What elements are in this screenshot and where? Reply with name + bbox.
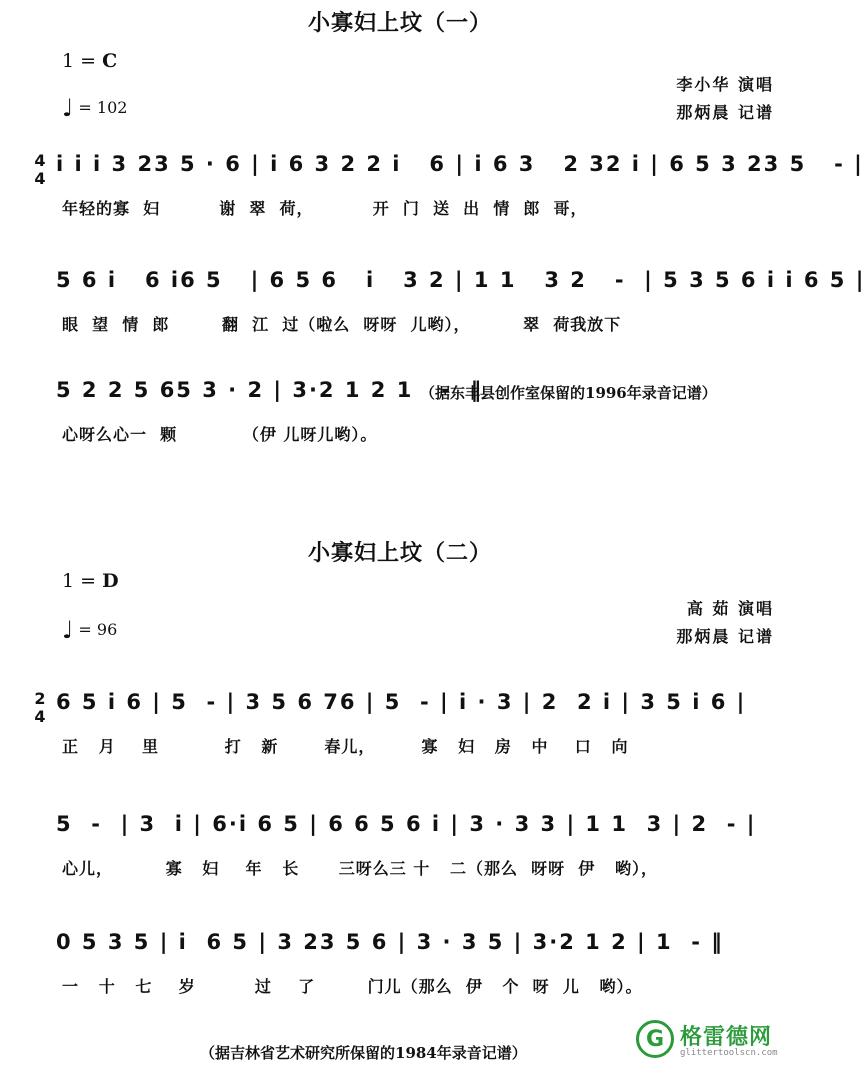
song-2-title: 小寡妇上坟（二） <box>307 540 492 566</box>
key-prefix: 1 = <box>62 50 103 72</box>
song-2-source-note: （据吉林省艺术研究所保留的1984年录音记谱） <box>200 1044 527 1062</box>
key-value: D <box>102 570 119 592</box>
notation-line: 5 - | 3 i | 6·i 6 5 | 6 6 5 6 i | 3 · 3 3 | 1 1 3 | 2 - | <box>56 812 757 836</box>
song-1-key <box>62 50 117 72</box>
song-2-tempo <box>62 616 117 644</box>
song-2-key <box>62 570 119 592</box>
time-top: 4 <box>34 151 46 170</box>
song-2-singer: 高 茹 演唱 <box>686 599 774 618</box>
quarter-note-icon: ♩ <box>62 616 74 644</box>
key-value: C <box>102 50 118 72</box>
lyrics-line: 心儿， 寡 妇 年 长 三呀么三 十 二（那么 呀呀 伊 哟）， <box>62 859 658 878</box>
time-bottom: 4 <box>34 169 46 188</box>
song-1-singer: 李小华 演唱 <box>676 75 774 94</box>
lyrics-line: 正 月 里 打 新 春儿， 寡 妇 房 中 口 向 <box>62 737 629 756</box>
notation-line: 5 6 i 6 i6 5 | 6 5 6 i 3 2 | 1 1 3 2 - | 5 3 5 6 i i 6 5 | <box>56 268 865 292</box>
notation-line: i i i 3 23 5 · 6 | i 6 3 2 2 i 6 | i 6 3 2 32 i | 6 5 3 23 5 - | <box>56 152 864 176</box>
tempo-value: = 96 <box>78 620 118 639</box>
watermark-name: 格雷德网 <box>680 1025 773 1050</box>
time-signature <box>30 690 50 726</box>
quarter-note-icon: ♩ <box>62 94 74 122</box>
song-1-title: 小寡妇上坟（一） <box>307 10 492 36</box>
watermark-url: glittertoolscn.com <box>680 1048 778 1058</box>
notation-line: 5 2 2 5 65 3 · 2 | 3·2 1 2 1 - ‖ <box>56 378 484 402</box>
notation-line: 0 5 3 5 | i 6 5 | 3 23 5 6 | 3 · 3 5 | 3·2 1 2 | 1 - ‖ <box>56 930 724 954</box>
tempo-value: = 102 <box>78 98 128 117</box>
lyrics-line: 心呀么心一 颗 （伊 儿呀儿哟）。 <box>62 425 378 444</box>
time-bottom: 4 <box>34 707 46 726</box>
lyrics-line: 一 十 七 岁 过 了 门儿（那么 伊 个 呀 儿 哟）。 <box>62 977 643 996</box>
song-1-tempo <box>62 94 127 122</box>
key-prefix: 1 = <box>62 570 103 592</box>
song-1-source-note: （据东丰县创作室保留的1996年录音记谱） <box>420 384 717 402</box>
song-2-notator: 那炳晨 记谱 <box>676 627 774 646</box>
site-watermark <box>636 1018 786 1064</box>
notation-line: 6 5 i 6 | 5 - | 3 5 6 76 | 5 - | i · 3 | 2 2 i | 3 5 i 6 | <box>56 690 747 714</box>
time-top: 2 <box>34 689 46 708</box>
song-1-notator: 那炳晨 记谱 <box>676 103 774 122</box>
lyrics-line: 年轻的寡 妇 谢 翠 荷， 开 门 送 出 情 郎 哥， <box>62 199 588 218</box>
watermark-logo-icon: G <box>636 1020 674 1058</box>
time-signature <box>30 152 50 188</box>
lyrics-line: 眼 望 情 郎 翻 江 过（啦么 呀呀 儿哟）， 翠 荷我放下 <box>62 315 622 334</box>
